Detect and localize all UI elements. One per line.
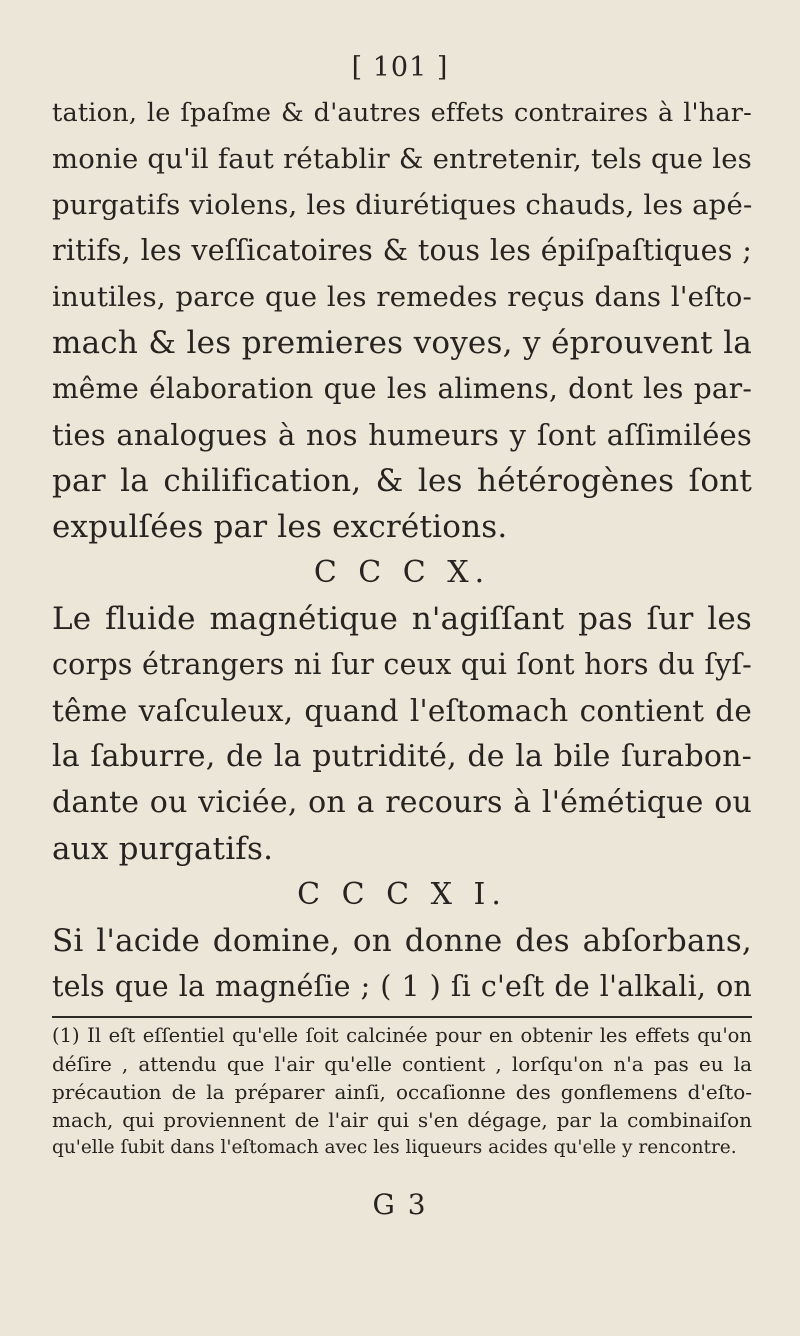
text-line: même élaboration que les alimens, dont les par- bbox=[52, 372, 752, 405]
footnote bbox=[52, 1022, 752, 1162]
section-number-cccxi: C C C X I. bbox=[297, 877, 507, 912]
text-line: mach & les premieres voyes, y éprouvent la bbox=[52, 325, 752, 361]
text-line: monie qu'il faut rétablir & entretenir, tels que les bbox=[52, 143, 752, 175]
text-line: par la chilification, & les hétérogènes ſont bbox=[52, 463, 752, 499]
section-number-cccx: C C C X. bbox=[313, 555, 491, 590]
text-line: tême vaſculeux, quand l'eſtomach contient de bbox=[52, 694, 752, 728]
footnote-line: précaution de la préparer ainſi, occaſionne des gonflemens d'eſto- bbox=[52, 1080, 752, 1104]
footnote-line: qu'elle ſubit dans l'eſtomach avec les liqueurs acides qu'elle y rencontre. bbox=[52, 1137, 737, 1158]
footnote-line: (1) Il eſt eſſentiel qu'elle ſoit calcinée pour en obtenir les effets qu'on bbox=[52, 1024, 752, 1047]
footnote-divider bbox=[52, 1016, 752, 1018]
text-line: Le fluide magnétique n'agiſſant pas ſur les bbox=[52, 601, 752, 637]
page-number: [ 101 ] bbox=[351, 52, 449, 83]
text-line: purgatifs violens, les diurétiques chauds, les apé- bbox=[52, 189, 753, 221]
footnote-line: déſire , attendu que l'air qu'elle contient , lorſqu'on n'a pas eu la bbox=[52, 1052, 752, 1076]
text-line: ties analogues à nos humeurs y ſont aſſimilées bbox=[52, 418, 752, 452]
text-line: inutiles, parce que les remedes reçus dans l'eſto- bbox=[52, 281, 752, 313]
text-line: aux purgatifs. bbox=[52, 831, 274, 867]
text-line: expulſées par les excrétions. bbox=[52, 509, 508, 545]
signature-mark: G 3 bbox=[372, 1188, 428, 1221]
paragraph-3 bbox=[52, 918, 752, 1010]
text-line: ritifs, les veſſicatoires & tous les épiſpaſtiques ; bbox=[52, 234, 752, 267]
footnote-line: mach, qui proviennent de l'air qui s'en dégage, par la combinaiſon bbox=[52, 1108, 752, 1132]
text-line: corps étrangers ni ſur ceux qui ſont hors du ſyſ- bbox=[52, 648, 752, 681]
text-line: tation, le ſpaſme & d'autres effets contraires à l'har- bbox=[52, 98, 752, 128]
main-text bbox=[52, 90, 752, 1010]
paragraph-1 bbox=[52, 90, 752, 550]
text-line: tels que la magnéſie ; ( 1 ) ſi c'eſt de l'alkali, on bbox=[52, 970, 752, 1003]
text-line: Si l'acide domine, on donne des abſorbans, bbox=[52, 923, 752, 959]
text-line: la ſaburre, de la putridité, de la bile ſurabon- bbox=[52, 739, 752, 774]
paragraph-2 bbox=[52, 596, 752, 872]
text-line: dante ou viciée, on a recours à l'émétique ou bbox=[52, 785, 752, 820]
